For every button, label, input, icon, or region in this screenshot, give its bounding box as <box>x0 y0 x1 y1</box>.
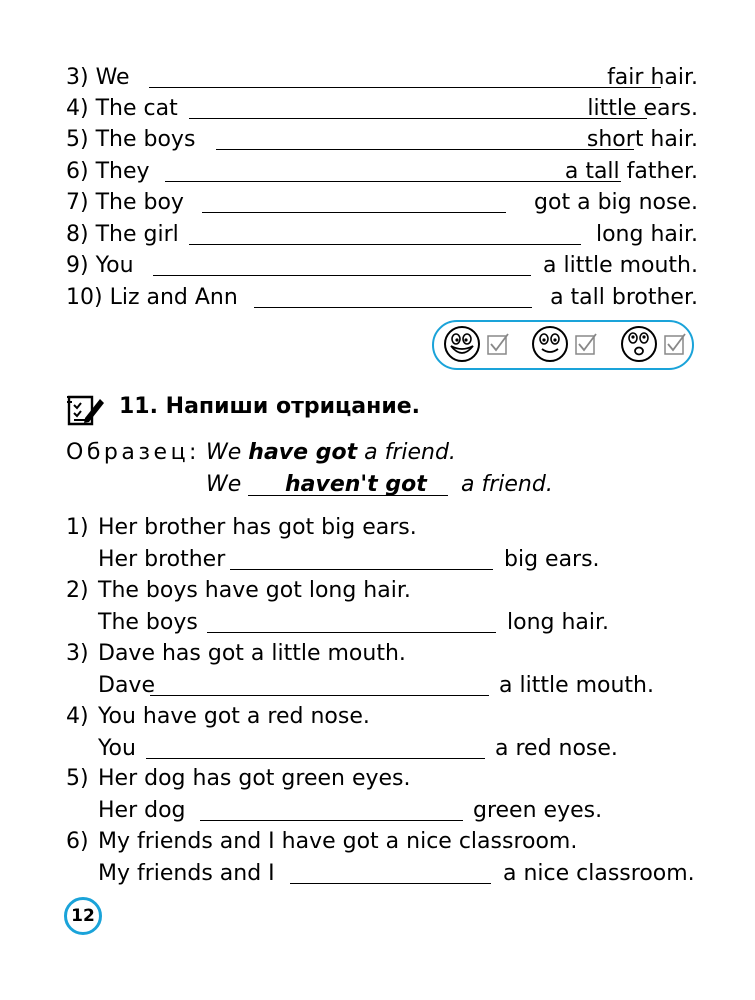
item-sentence: Her dog has got green eyes. <box>98 766 411 791</box>
item-subject: You <box>98 736 136 761</box>
answer-blank[interactable] <box>202 212 506 213</box>
item-subject: 7) The boy <box>66 190 184 215</box>
answer-blank[interactable] <box>153 275 531 276</box>
answer-blank[interactable] <box>216 149 634 150</box>
answer-blank[interactable] <box>150 695 489 696</box>
list-item <box>66 283 698 313</box>
item-subject: 3) We <box>66 65 130 90</box>
item-subject: Her brother <box>98 547 226 572</box>
answer-blank[interactable] <box>189 244 581 245</box>
item-object: a tall father. <box>564 159 698 184</box>
item-object: long hair. <box>595 222 698 247</box>
list-item <box>66 94 698 124</box>
item-object: fair hair. <box>607 65 698 90</box>
answer-blank[interactable] <box>254 307 532 308</box>
item-object: a little mouth. <box>499 673 654 698</box>
writing-task-icon <box>66 393 106 427</box>
item-sentence: Her brother has got big ears. <box>98 515 417 540</box>
item-number: 5) <box>66 766 89 791</box>
item-sentence: My friends and I have got a nice classroom. <box>98 829 578 854</box>
item-object: got a big nose. <box>534 190 698 215</box>
item-object: big ears. <box>504 547 600 572</box>
item-object: long hair. <box>507 610 610 635</box>
self-check-panel <box>432 320 694 370</box>
answer-blank[interactable] <box>146 758 485 759</box>
answer-blank[interactable] <box>290 883 491 884</box>
item-object: little ears. <box>587 96 698 121</box>
answer-blank[interactable] <box>230 569 493 570</box>
item-number: 4) <box>66 704 89 729</box>
list-item <box>66 63 698 93</box>
item-subject: 6) They <box>66 159 150 184</box>
sample-answer-object: a friend. <box>461 472 553 497</box>
item-object: a tall brother. <box>550 285 698 310</box>
sample-label: Образец: <box>66 440 200 465</box>
item-subject: Dave <box>98 673 155 698</box>
item-subject: 8) The girl <box>66 222 179 247</box>
item-number: 6) <box>66 829 89 854</box>
surprised-face-icon <box>617 322 687 368</box>
item-sentence: You have got a red nose. <box>98 704 370 729</box>
item-object: a nice classroom. <box>503 861 695 886</box>
answer-blank[interactable] <box>165 181 621 182</box>
item-sentence: Dave has got a little mouth. <box>98 641 406 666</box>
happy-face-icon <box>440 322 510 368</box>
item-object: a red nose. <box>495 736 618 761</box>
list-item <box>66 220 698 250</box>
task-title: 11. Напиши отрицание. <box>119 394 421 419</box>
item-subject: 5) The boys <box>66 127 196 152</box>
list-item <box>66 157 698 187</box>
item-object: short hair. <box>586 127 698 152</box>
sample-answer-underline <box>248 495 448 496</box>
page-number: 12 <box>64 897 102 935</box>
item-sentence: The boys have got long hair. <box>98 578 411 603</box>
sample-sentence: We have got a friend. <box>206 440 456 465</box>
sample-answer: haven't got <box>285 472 427 497</box>
item-number: 3) <box>66 641 89 666</box>
item-number: 2) <box>66 578 89 603</box>
answer-blank[interactable] <box>149 87 661 88</box>
item-number: 1) <box>66 515 89 540</box>
item-subject: 9) You <box>66 253 134 278</box>
sample-answer-subject: We <box>206 472 242 497</box>
answer-blank[interactable] <box>207 632 496 633</box>
item-subject: My friends and I <box>98 861 275 886</box>
item-subject: 10) Liz and Ann <box>66 285 238 310</box>
answer-blank[interactable] <box>189 118 647 119</box>
list-item <box>66 188 698 218</box>
list-item <box>66 251 698 281</box>
item-object: green eyes. <box>473 798 603 823</box>
item-subject: Her dog <box>98 798 186 823</box>
item-subject: The boys <box>98 610 198 635</box>
list-item <box>66 125 698 155</box>
answer-blank[interactable] <box>200 820 463 821</box>
smiling-face-icon <box>528 322 598 368</box>
item-object: a little mouth. <box>543 253 698 278</box>
item-subject: 4) The cat <box>66 96 178 121</box>
